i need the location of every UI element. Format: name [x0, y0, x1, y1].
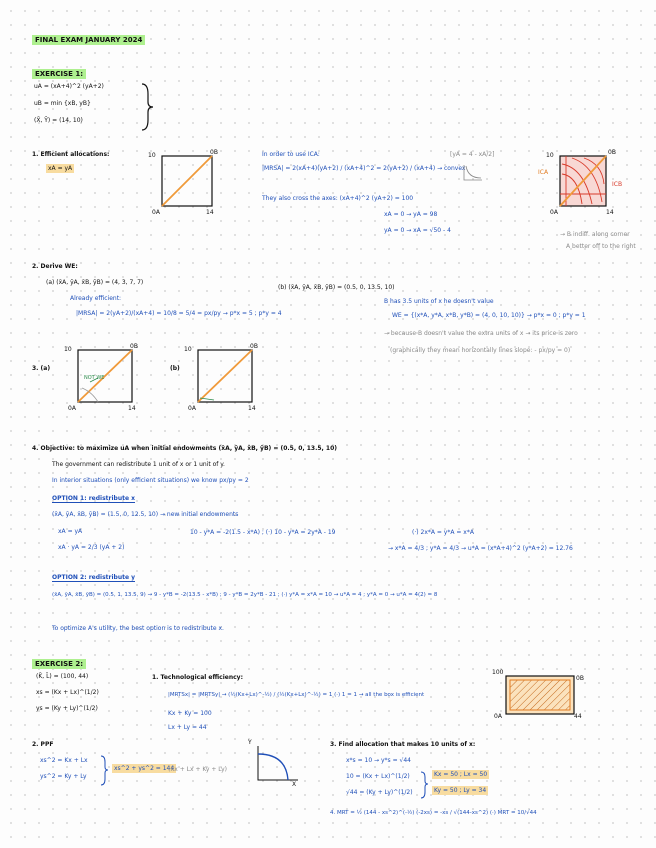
q1-note-2: |MRSA| = 2(xA+4)(yA+2) / (xA+4)^2 = 2(yA+2) / (xA+4) → convex — [262, 165, 466, 172]
option-2-line: (x̄A, ȳA, x̄B, ȳB) = (0.5, 1, 13.5, 9) → 9 - y*B = -2(13.5 - x*B) ; 9 - y*B = 2y*B - 21 ; (·) y*A = x*A = 10 → u*A = 4 ; y*A = 0 → u*A = 4(2) = 8 — [52, 592, 438, 598]
ppf-x-label: X — [292, 781, 297, 788]
q1-note-4: xA = 0 → yA = 98 — [384, 211, 438, 218]
box2-oa-label: 0A — [550, 209, 558, 216]
edgeworth-box-indiff — [558, 154, 610, 210]
q2a-note-1: Already efficient: — [70, 295, 122, 302]
ex2-q1-title: 1. Technological efficiency: — [152, 674, 243, 681]
ex2-q3-b: 10 = (Kx + Lx)^(1/2) — [346, 773, 410, 780]
box3b-ob-label: 0B — [250, 343, 258, 350]
box2-x-label: 14 — [606, 209, 614, 216]
box3b-x-label: 14 — [248, 405, 256, 412]
option-1-d: (·) 2x*A = y*A = x*A — [412, 529, 474, 536]
q2b-grey-2: (graphically they mean horizontally lines slope: - px/py = 0) — [390, 347, 571, 354]
box3b-y-label: 10 — [184, 346, 192, 353]
option-1-c: 10 - y*A = -2(1.5 - x*A) ; (·) 10 - y*A = 2y*A - 19 — [190, 529, 336, 536]
box3a-y-label: 10 — [64, 346, 72, 353]
option-1-a: xA = yA — [58, 528, 83, 535]
prod-box-oa-label: 0A — [494, 713, 502, 720]
q2a: (a) (x̄A, ȳA, x̄B, ȳB) = (4, 3, 7, 7) — [46, 279, 144, 286]
q1-title: 1. Efficient allocations: — [32, 151, 110, 158]
q4-title: 4. Objective: to maximize uA when initial endowments (x̄A, ȳA, x̄B, ȳB) = (0.5, 0, 13.5, 10) — [32, 445, 338, 452]
production-box — [504, 672, 578, 720]
q1-grey-note: [yA = 4 - xA/2] — [450, 151, 495, 158]
edgeworth-box-1 — [160, 154, 216, 210]
q1-answer: xA = yA — [48, 165, 73, 172]
ex2-q2-c: xs^2 + ys^2 = 144 — [114, 765, 175, 772]
convex-curve-icon — [462, 164, 484, 182]
q1-grey-note-3: A better off to the right — [566, 243, 636, 250]
ex2-q3-e: Ky = 50 ; Ly = 34 — [434, 787, 487, 794]
brace-icon-3 — [420, 770, 430, 800]
box1-ob-label: 0B — [210, 149, 218, 156]
utility-a: uA = (xA+4)^2 (yA+2) — [34, 83, 104, 90]
q2b-note-2: WE = {(x*A, y*A, x*B, y*B) = (4, 0, 10, 10)} → p*x = 0 ; p*y = 1 — [392, 312, 586, 319]
box3a-x-label: 14 — [128, 405, 136, 412]
ex2-q2-a: xs^2 = Kx + Lx — [40, 757, 88, 764]
q4-conclusion: To optimize A's utility, the best option is to redistribute x. — [52, 625, 224, 632]
option-1-b: xA · yA = 2/3 (yA + 2) — [58, 544, 125, 551]
q1-grey-note-2: → B indiff. along corner — [560, 231, 630, 238]
ex2-q1-c: Lx + Ly = 44 — [168, 724, 207, 731]
ex2-q4: 4. MRT = ½ (144 - xs^2)^(-½) (-2xs) = -xs / √(144-xs^2) (·) MRT = 10/√44 — [330, 810, 537, 816]
box1-x-label: 14 — [206, 209, 214, 216]
utility-b: uB = min {xB, yB} — [34, 100, 91, 107]
ex2-xs: xs = (Kx + Lx)^(1/2) — [36, 689, 99, 696]
endowment: (X̄, Ȳ) = (14, 10) — [34, 117, 83, 124]
exercise-1-label: EXERCISE 1: — [32, 70, 86, 78]
q2b-note-1: B has 3.5 units of x he doesn't value — [384, 298, 494, 305]
box3b-oa-label: 0A — [188, 405, 196, 412]
ex2-q2-b: ys^2 = Ky + Ly — [40, 773, 87, 780]
box2-y-label: 10 — [546, 152, 554, 159]
option-2-title: OPTION 2: redistribute y — [52, 574, 136, 581]
ppf-y-label: Y — [248, 739, 252, 746]
ex2-q3-d: Kx = 50 ; Lx = 50 — [434, 771, 488, 778]
ex2-q3-a: x*s = 10 → y*s = √44 — [346, 757, 411, 764]
prod-box-k-label: 100 — [492, 669, 504, 676]
q2a-note-2: |MRSA| = 2(yA+2)/(xA+4) = 10/8 = 5/4 = px/py → p*x = 5 ; p*y = 4 — [76, 310, 282, 317]
option-1-title: OPTION 1: redistribute x — [52, 495, 135, 502]
prod-box-l-label: 44 — [574, 713, 582, 720]
ex2-q3-title: 3. Find allocation that makes 10 units of x: — [330, 741, 476, 748]
q3-label: 3. (a) — [32, 365, 51, 372]
ex2-q2-grey: (Kx + Lx + Ky + Ly) — [168, 766, 227, 773]
box3a-oa-label: 0A — [68, 405, 76, 412]
brace-icon-2 — [100, 754, 110, 788]
option-1-line: (x̄A, ȳA, x̄B, ȳB) = (1.5, 0, 12.5, 10) → new initial endowments — [52, 511, 239, 518]
ex2-q2-title: 2. PPF — [32, 741, 54, 748]
q2-title: 2. Derive WE: — [32, 263, 78, 270]
icb-label: ICB — [612, 181, 623, 188]
q2b-grey-1: → because B doesn't value the extra units of x → its price is zero — [384, 330, 578, 337]
page-title: FINAL EXAM JANUARY 2024 — [32, 36, 145, 44]
box3a-ob-label: 0B — [130, 343, 138, 350]
box1-oa-label: 0A — [152, 209, 160, 216]
edgeworth-box-3b — [196, 348, 256, 406]
brace-icon — [140, 82, 154, 132]
q1-note-5: yA = 0 → xA = √50 - 4 — [384, 227, 451, 234]
q4-note-1: In interior situations (only efficient situations) we know px/py = 2 — [52, 477, 249, 484]
box2-ob-label: 0B — [608, 149, 616, 156]
prod-box-ob-label: 0B — [576, 675, 584, 682]
q4-line-2: The government can redistribute 1 unit of x or 1 unit of y. — [52, 461, 225, 468]
ex2-endowment: (K̄, L̄) = (100, 44) — [36, 673, 89, 680]
ppf-graph — [254, 744, 300, 784]
ex2-q3-c: √44 = (Ky + Ly)^(1/2) — [346, 789, 413, 796]
ex2-q1-b: Kx + Ky = 100 — [168, 710, 212, 717]
q1-note-3: They also cross the axes: (xA+4)^2 (yA+2) = 100 — [262, 195, 414, 202]
q1-note-1: In order to use ICA: — [262, 151, 320, 158]
ex2-q1-a: |MRTSx| = |MRTSy| → (½(Kx+Lx)^-½) / (½(Kx+Lx)^-½) = 1 (·) 1 = 1 → all the box is efficient — [168, 692, 425, 698]
ex2-ys: ys = (Ky + Ly)^(1/2) — [36, 705, 98, 712]
not-we-label: NOT WE — [84, 375, 105, 381]
q2b: (b) (x̄A, ȳA, x̄B, ȳB) = (0.5, 0, 13.5, 10) — [278, 284, 395, 291]
option-1-e: → x*A = 4/3 ; y*A = 4/3 → u*A = (x*A+4)^2 (y*A+2) = 12.76 — [388, 545, 573, 552]
q3b-label: (b) — [170, 365, 180, 372]
box1-y-label: 10 — [148, 152, 156, 159]
ica-label: ICA — [538, 169, 549, 176]
exercise-2-label: EXERCISE 2: — [32, 660, 86, 668]
